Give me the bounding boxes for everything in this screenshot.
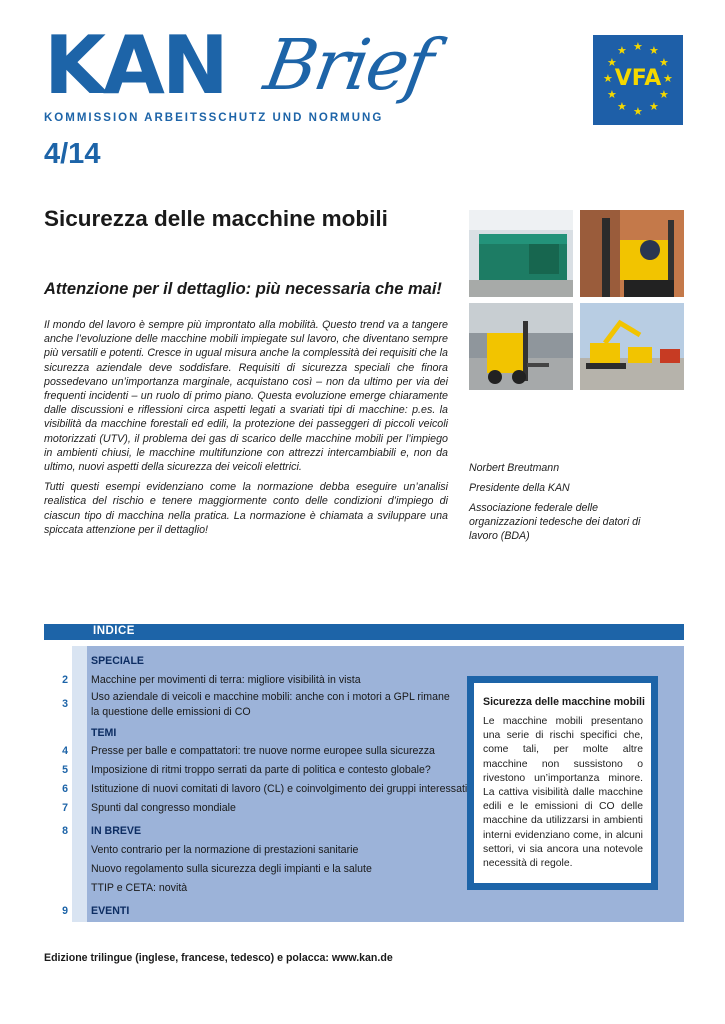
- svg-text:★: ★: [617, 100, 627, 113]
- svg-text:★: ★: [649, 100, 659, 113]
- toc-page-number: 8: [62, 825, 68, 837]
- toc-item[interactable]: Spunti dal congresso mondiale: [91, 802, 236, 814]
- info-box-title: Sicurezza delle macchine mobili: [483, 696, 645, 708]
- indice-title: INDICE: [93, 625, 135, 637]
- brief-logo-script: Brief: [258, 24, 438, 106]
- compactor-photo: [469, 210, 573, 297]
- svg-text:★: ★: [607, 56, 617, 69]
- kan-logo: KAN: [44, 19, 226, 112]
- toc-section-speciale[interactable]: SPECIALE: [91, 655, 144, 667]
- signature-name: Norbert Breutmann: [469, 462, 560, 474]
- toc-item[interactable]: Imposizione di ritmi troppo serrati da parte di politica e contesto globale?: [91, 764, 431, 776]
- svg-text:★: ★: [659, 56, 669, 69]
- svg-text:★: ★: [649, 44, 659, 57]
- issue-number: 4/14: [44, 138, 101, 170]
- svg-text:★: ★: [659, 88, 669, 101]
- toc-page-number: 7: [62, 802, 68, 814]
- svg-text:★: ★: [663, 72, 673, 85]
- toc-section-eventi[interactable]: EVENTI: [91, 905, 130, 917]
- article-subtitle: Attenzione per il dettaglio: più necessaria che mai!: [44, 280, 442, 298]
- toc-item[interactable]: Macchine per movimenti di terra: migliore visibilità in vista: [91, 674, 361, 686]
- article-paragraph: Il mondo del lavoro è sempre più improntato alla mobilità. Questo trend va a tangere anche l’evoluzione delle macchine mobili impiegate sul lavoro, che diventano sempre più versatili e potenti. Cresce in ugual misura anche la complessità dei requisiti che la sicurezza aziendale deve soddisfare. Requisiti di sicurezza speciali che finora possedevano un’importanza marginale, acquistano così – non da ultimo per via dei frequenti incidenti – un ruolo di primo piano. Questa evoluzione emerge chiaramente dalle discussioni e riflessioni circa aspetti legati a svariati tipi di macchine: p.es. la visibilità da macchine forestali ed edili, la protezione dei passeggeri di piccoli veicoli motorizzati (UTV), il problema dei gas di scarico delle macchine mobili per l’impiego in ambienti chiusi, le macchine multifunzione con attrezzi intercambiabili e, non da ultimo, nuovi aspetti della sicurezza dei veicoli elettrici.: [44, 319, 448, 474]
- toc-item-continued[interactable]: la questione delle emissioni di CO: [91, 706, 251, 718]
- forklift-warehouse-photo: [469, 303, 573, 390]
- vfa-logo-text: VFA: [614, 66, 662, 91]
- signature-role: Presidente della KAN: [469, 482, 570, 494]
- svg-text:★: ★: [617, 44, 627, 57]
- article-body: [44, 318, 448, 543]
- svg-text:★: ★: [607, 88, 617, 101]
- toc-item[interactable]: Vento contrario per la normazione di prestazioni sanitarie: [91, 844, 359, 856]
- toc-section-temi[interactable]: TEMI: [91, 727, 117, 739]
- toc-item[interactable]: TTIP e CETA: novità: [91, 882, 188, 894]
- svg-text:★: ★: [633, 105, 643, 118]
- toc-page-number: 4: [62, 745, 68, 757]
- svg-text:★: ★: [603, 72, 613, 85]
- toc-item[interactable]: Uso aziendale di veicoli e macchine mobili: anche con i motori a GPL rimane: [91, 691, 450, 703]
- toc-item[interactable]: Istituzione di nuovi comitati di lavoro (CL) e coinvolgimento dei gruppi interessati: [91, 783, 468, 795]
- toc-item[interactable]: Nuovo regolamento sulla sicurezza degli impianti e la salute: [91, 863, 372, 875]
- article-paragraph: Tutti questi esempi evidenziano come la normazione debba eseguire un’analisi realistica del rischio e tenere maggiormente conto delle condizioni d’impiego di ciascun tipo di macchina nella pratica. La normazione è chiamata a sviluppare una spiccata attenzione per il dettaglio!: [44, 481, 448, 536]
- excavators-photo: [580, 303, 684, 390]
- toc-number-gutter: [72, 646, 87, 922]
- article-title: Sicurezza delle macchine mobili: [44, 206, 388, 231]
- toc-page-number: 9: [62, 905, 68, 917]
- vfa-logo: [593, 35, 683, 125]
- indice-bar: [44, 624, 684, 640]
- toc-item[interactable]: Presse per balle e compattatori: tre nuove norme europee sulla sicurezza: [91, 745, 435, 757]
- toc-page-number: 3: [62, 698, 68, 710]
- footer-edition-note: Edizione trilingue (inglese, francese, tedesco) e polacca: www.kan.de: [44, 952, 393, 964]
- toc-section-in-breve[interactable]: IN BREVE: [91, 825, 142, 837]
- forklift-operator-photo: [580, 210, 684, 297]
- toc-page-number: 2: [62, 674, 68, 686]
- signature-org: Associazione federale delle organizzazioni tedesche dei datori di lavoro (BDA): [469, 502, 641, 542]
- info-box-text: Le macchine mobili presentano una serie di rischi specifici che, come tali, per molte altre macchine non sussistono o rivestono un’importanza minore. La cattiva visibilità dalle macchine edili e le emissioni di CO delle macchine da utilizzarsi in ambienti interni evidenziano come, in alcuni settori, vi sia ancora una notevole necessità di regole.: [483, 716, 643, 870]
- svg-text:★: ★: [633, 40, 643, 53]
- toc-page-number: 6: [62, 783, 68, 795]
- masthead-subtitle: KOMMISSION ARBEITSSCHUTZ UND NORMUNG: [44, 112, 384, 124]
- toc-page-number: 5: [62, 764, 68, 776]
